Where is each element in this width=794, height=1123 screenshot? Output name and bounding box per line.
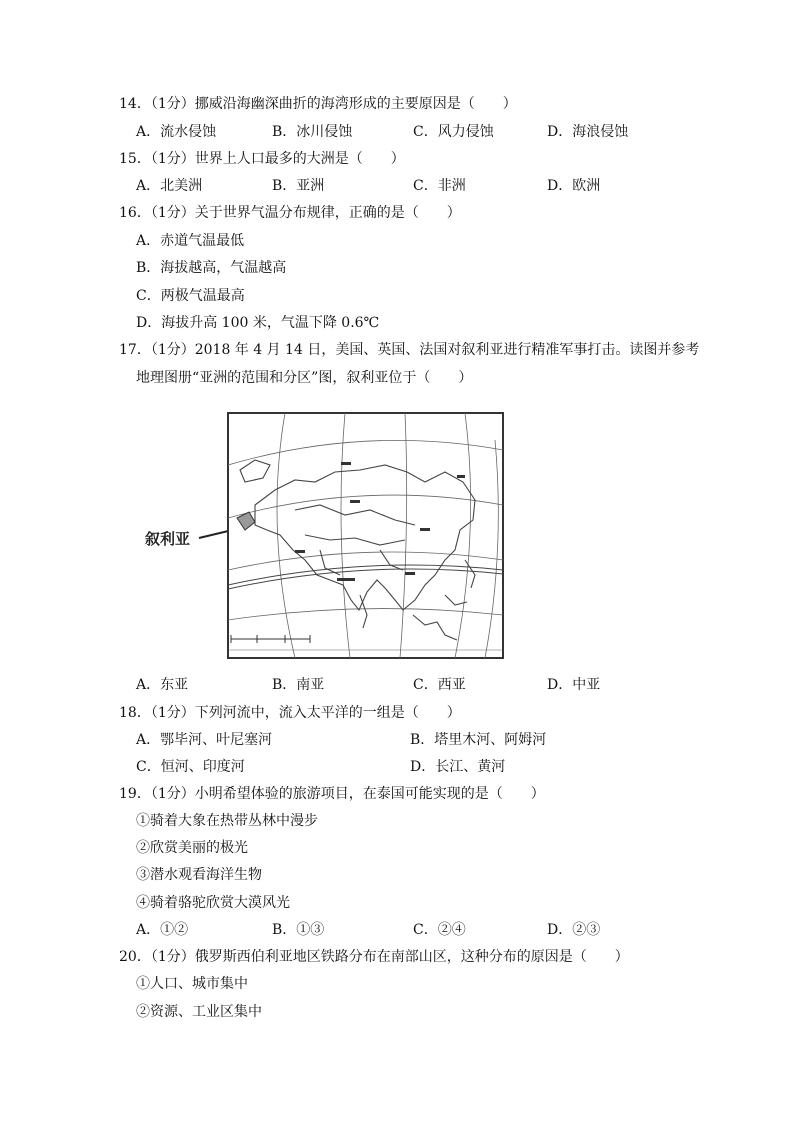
- question-17-stem-line2: 地理图册“亚洲的范围和分区”图，叙利亚位于（ ）: [136, 370, 473, 386]
- question-16-stem: 16．（1分）关于世界气温分布规律，正确的是（ ）: [119, 205, 461, 221]
- q20-statement-1: ①人口、城市集中: [136, 976, 248, 992]
- q14-option-b[interactable]: B．冰川侵蚀: [272, 124, 353, 140]
- q17-option-b[interactable]: B．南亚: [272, 677, 325, 693]
- q16-option-d[interactable]: D．海拔升高 100 米，气温下降 0.6℃: [136, 315, 380, 331]
- q17-option-d[interactable]: D．中亚: [547, 677, 601, 693]
- q18-option-a[interactable]: A．鄂毕河、叶尼塞河: [136, 732, 273, 748]
- q17-option-c[interactable]: C．西亚: [413, 677, 466, 693]
- q19-option-b[interactable]: B．①③: [272, 922, 325, 938]
- q17-option-a[interactable]: A．东亚: [136, 677, 189, 693]
- question-14-stem: 14．（1分）挪威沿海幽深曲折的海湾形成的主要原因是（ ）: [119, 96, 517, 112]
- asia-map-figure: [145, 410, 505, 660]
- q20-statement-2: ②资源、工业区集中: [136, 1004, 262, 1020]
- q15-option-c[interactable]: C．非洲: [413, 178, 466, 194]
- q15-option-d[interactable]: D．欧洲: [547, 178, 601, 194]
- q15-option-b[interactable]: B．亚洲: [272, 178, 325, 194]
- q19-statement-1: ①骑着大象在热带丛林中漫步: [136, 813, 318, 829]
- q19-option-d[interactable]: D．②③: [547, 922, 601, 938]
- asia-map: [145, 410, 505, 660]
- question-20-stem: 20．（1分）俄罗斯西伯利亚地区铁路分布在南部山区，这种分布的原因是（ ）: [119, 949, 629, 965]
- question-17-stem: 17．（1分）2018 年 4 月 14 日，美国、英国、法国对叙利亚进行精准军事打击。读图并参考: [119, 342, 700, 358]
- q18-option-c[interactable]: C．恒河、印度河: [136, 759, 245, 775]
- q19-statement-2: ②欣赏美丽的极光: [136, 840, 248, 856]
- q14-option-c[interactable]: C．风力侵蚀: [413, 124, 494, 140]
- question-18-stem: 18．（1分）下列河流中，流入太平洋的一组是（ ）: [119, 705, 461, 721]
- q16-option-b[interactable]: B．海拔越高，气温越高: [136, 260, 287, 276]
- q18-option-d[interactable]: D．长江、黄河: [410, 759, 506, 775]
- q19-statement-4: ④骑着骆驼欣赏大漠风光: [136, 895, 290, 911]
- syria-label: 叙利亚: [145, 530, 191, 548]
- q14-option-a[interactable]: A．流水侵蚀: [136, 124, 217, 140]
- q14-option-d[interactable]: D．海浪侵蚀: [547, 124, 629, 140]
- q19-option-a[interactable]: A．①②: [136, 922, 189, 938]
- question-15-stem: 15．（1分）世界上人口最多的大洲是（ ）: [119, 151, 405, 167]
- q18-option-b[interactable]: B．塔里木河、阿姆河: [410, 732, 547, 748]
- q16-option-a[interactable]: A．赤道气温最低: [136, 233, 245, 249]
- q19-option-c[interactable]: C．②④: [413, 922, 466, 938]
- q16-option-c[interactable]: C．两极气温最高: [136, 288, 245, 304]
- question-19-stem: 19．（1分）小明希望体验的旅游项目，在泰国可能实现的是（ ）: [119, 786, 545, 802]
- q19-statement-3: ③潜水观看海洋生物: [136, 867, 262, 883]
- q15-option-a[interactable]: A．北美洲: [136, 178, 203, 194]
